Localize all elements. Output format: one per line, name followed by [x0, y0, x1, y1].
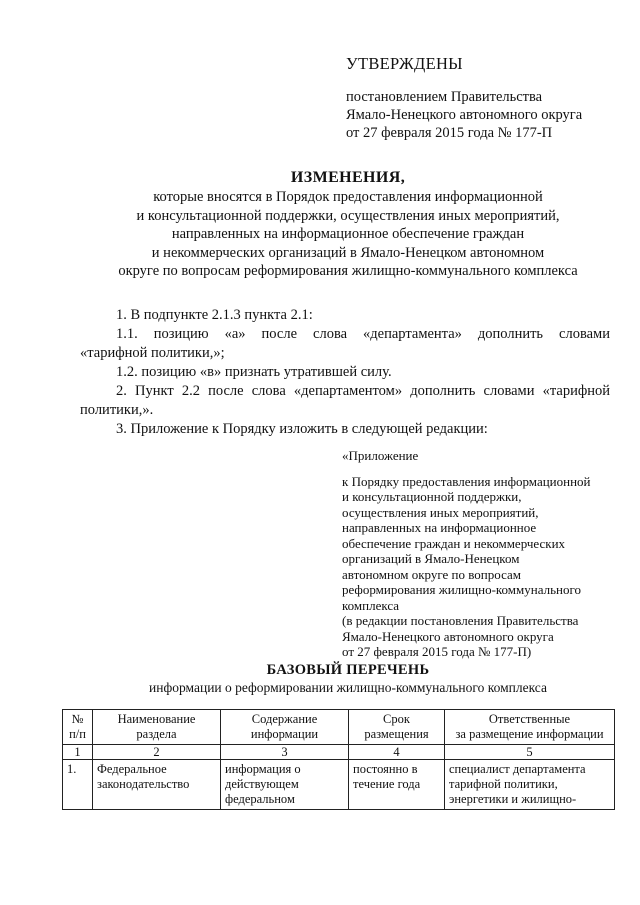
list-heading	[60, 661, 636, 696]
paragraph-3: 3. Приложение к Порядку изложить в следующей редакции:	[116, 421, 488, 437]
title-line: направленных на информационное обеспечение граждан	[171, 226, 525, 242]
appendix-line: осуществления иных мероприятий,	[342, 504, 539, 520]
appendix-line: от 27 февраля 2015 года № 177-П)	[342, 644, 532, 659]
header-cell: Ответственные за размещение информации	[445, 710, 615, 745]
list-title: БАЗОВЫЙ ПЕРЕЧЕНЬ	[266, 662, 430, 678]
approval-heading: УТВЕРЖДЕНЫ	[346, 54, 463, 73]
appendix-line: Ямало-Ненецкого автономного округа	[342, 628, 554, 644]
approval-line: от 27 февраля 2015 года № 177-П	[346, 125, 553, 141]
column-number: 3	[221, 745, 349, 760]
title-line: и некоммерческих организаций в Ямало-Ненецком автономном	[151, 244, 545, 261]
table-cell: Федеральное законодательство	[93, 760, 221, 810]
paragraph-1-1: 1.1. позицию «а» после слова «департамента» дополнить словами	[116, 326, 610, 342]
approval-line: постановлением Правительства	[346, 89, 543, 105]
column-number: 5	[445, 745, 615, 760]
appendix-line: комплекса	[342, 597, 400, 613]
column-number: 4	[349, 745, 445, 760]
header-cell: № п/п	[63, 710, 93, 745]
appendix-line: (в редакции постановления Правительства	[342, 613, 579, 628]
paragraph-2: 2. Пункт 2.2 после слова «департаментом» дополнить словами «тарифной	[116, 383, 610, 399]
appendix-line: организаций в Ямало-Ненецком	[342, 551, 520, 566]
title-line: округе по вопросам реформирования жилищно-коммунального комплекса	[118, 263, 578, 279]
appendix-line: автономном округе по вопросам	[342, 566, 522, 582]
paragraph-1-2: 1.2. позицию «в» признать утратившей силу.	[116, 364, 392, 380]
list-subtitle: информации о реформировании жилищно-коммунального комплекса	[149, 680, 547, 695]
title-line: и консультационной поддержки, осуществления иных мероприятий,	[136, 207, 560, 224]
paragraph-1: 1. В подпункте 2.1.3 пункта 2.1:	[116, 307, 313, 323]
table-cell: специалист департамента тарифной политики, энергетики и жилищно-	[445, 760, 615, 810]
table-row	[63, 760, 615, 810]
appendix-heading: «Приложение	[342, 448, 419, 463]
document-title	[60, 168, 636, 281]
header-cell: Наименование раздела	[93, 710, 221, 745]
header-cell: Срок размещения	[349, 710, 445, 745]
amendments-text	[80, 306, 610, 439]
appendix-line: обеспечение граждан и некоммерческих	[342, 535, 566, 551]
table-header-row	[63, 710, 615, 745]
header-cell: Содержание информации	[221, 710, 349, 745]
approval-line: Ямало-Ненецкого автономного округа	[346, 107, 583, 123]
table-number-row	[63, 745, 615, 760]
table-cell: информация о действующем федеральном	[221, 760, 349, 810]
info-table	[62, 709, 615, 810]
appendix-line: направленных на информационное	[342, 520, 537, 535]
appendix-line: к Порядку предоставления информационной	[342, 473, 591, 489]
appendix-line: реформирования жилищно-коммунального	[342, 582, 581, 597]
table-cell: постоянно в течение года	[349, 760, 445, 810]
approval-stamp	[346, 54, 616, 142]
title-line: которые вносятся в Порядок предоставления информационной	[153, 189, 543, 205]
title-main: ИЗМЕНЕНИЯ,	[290, 169, 406, 186]
appendix-note	[342, 448, 622, 660]
appendix-line: и консультационной поддержки,	[342, 489, 522, 504]
column-number: 2	[93, 745, 221, 760]
column-number: 1	[63, 745, 93, 760]
table-cell: 1.	[63, 760, 93, 810]
paragraph-2-cont: политики,».	[80, 402, 154, 418]
paragraph-1-1-cont: «тарифной политики,»;	[80, 345, 225, 361]
